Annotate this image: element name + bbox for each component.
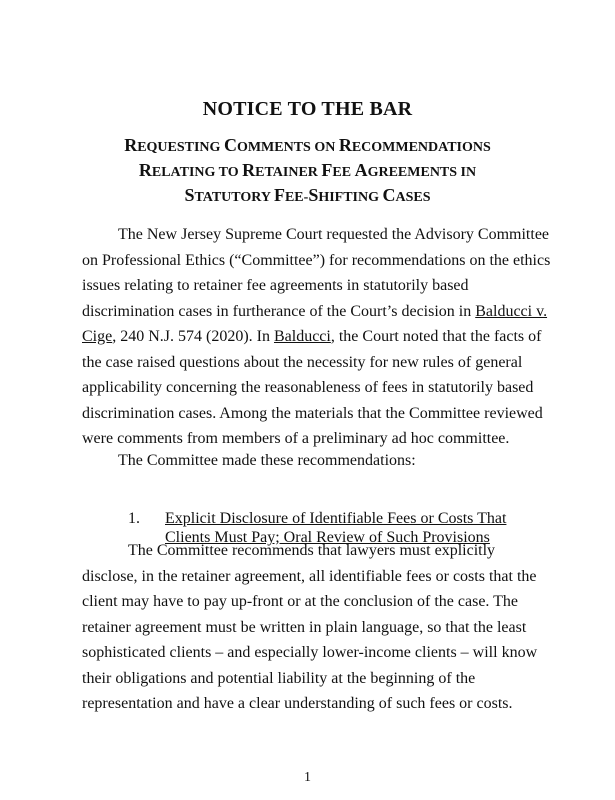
subtitle-line-2: RELATING TO RETAINER FEE AGREEMENTS IN (138, 160, 477, 180)
subtitle-line-3: STATUTORY FEE-SHIFTING CASES (184, 185, 431, 205)
notice-title: NOTICE TO THE BAR (202, 98, 413, 120)
recommendations-intro: The Committee made these recommendations: (118, 452, 416, 469)
case-citation-balducci: Balducci (273, 328, 331, 345)
section-heading-text: Explicit Disclosure of Identifiable Fees or Costs That Clients Must Pay; Oral Review of Such Provisions (165, 510, 507, 546)
section-1-paragraph: The Committee recommends that lawyers must explicitly disclose, in the retainer agreement, all identifiable fees or costs that the client may have to pay up-front or at the conclusion of the case. The retainer agreement must be written in plain language, so that the least sophisticated clients – and especially lower-income clients – will know their obligations and potential liability at the beginning of the representation and have a clear understanding of such fees or costs. (82, 542, 538, 712)
notice-subtitle (0, 134, 615, 209)
page-number: 1 (304, 770, 311, 785)
section-number: 1. (128, 510, 140, 527)
subtitle-line-1: REQUESTING COMMENTS ON RECOMMENDATIONS (124, 135, 491, 155)
intro-paragraph: The New Jersey Supreme Court requested the Advisory Committee on Professional Ethics (“Committee”) for recommendations on the ethics issues relating to retainer fee agreements in statutorily based discrimination cases in furtherance of the Court’s decision in Balducci v. Cige, 240 N.J. 574 (2020). In Balducci, the Court noted that the facts of the case raised questions about the necessity for new rules of general applicability concerning the reasonableness of fees in statutorily based discrimination cases. Among the materials that the Committee reviewed were comments from members of a preliminary ad hoc committee. (82, 226, 551, 447)
case-citation-balducci-v-cige: Balducci v. Cige (82, 302, 548, 345)
